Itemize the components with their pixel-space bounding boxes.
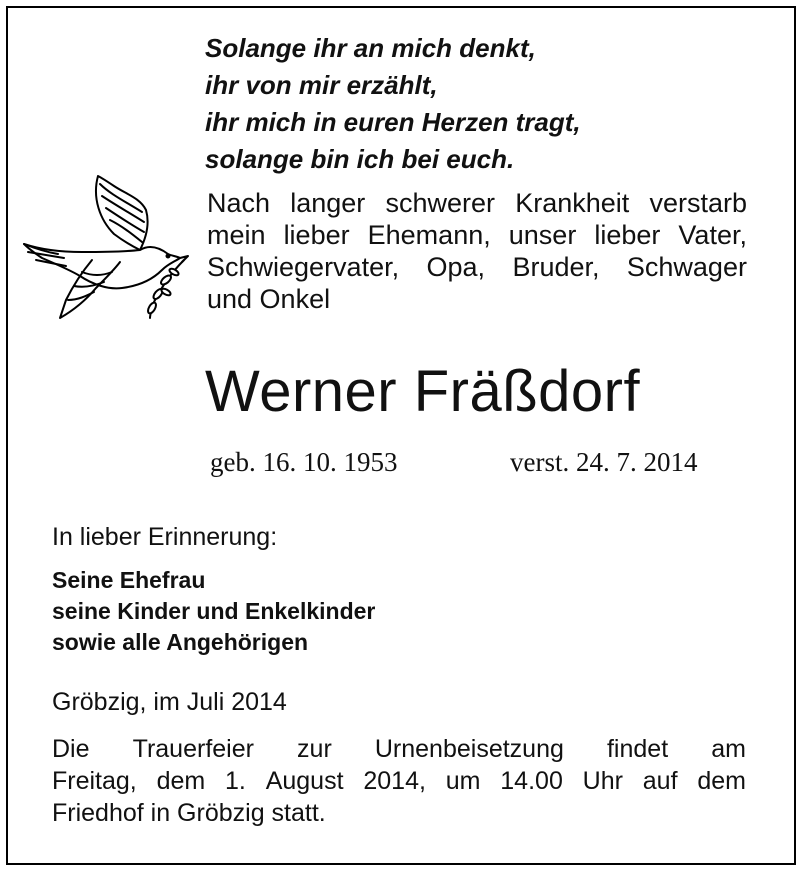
poem-line: ihr mich in euren Herzen tragt, [205,107,581,137]
place-and-date: Gröbzig, im Juli 2014 [52,688,287,716]
word: Opa, [426,252,486,282]
word: am [711,735,746,763]
word: August [265,767,344,795]
poem-line: ihr von mir erzählt, [205,70,438,100]
word: Ehemann, [367,220,491,250]
word: schwerer [385,188,495,218]
funeral-notice [52,733,746,829]
announcement-line [207,219,747,251]
word: mein [207,220,266,250]
word: lieber [283,220,350,250]
word: findet [606,735,669,763]
dove-icon [22,168,198,323]
poem-line: Solange ihr an mich denkt, [205,33,536,63]
memorial-poem [205,30,581,178]
birth-date: geb. 16. 10. 1953 [210,447,398,477]
funeral-line [52,765,746,797]
word: lieber [594,220,661,250]
death-date: verst. 24. 7. 2014 [510,447,698,477]
funeral-line [52,733,746,765]
deceased-name: Werner Fräßdorf [205,359,641,424]
announcement-line [207,187,747,219]
memory-label: In lieber Erinnerung: [52,523,278,551]
word: Schwager [626,252,747,282]
word: Krankheit [515,188,630,218]
poem-line: solange bin ich bei euch. [205,144,515,174]
mourner: seine Kinder und Enkelkinder [52,598,376,624]
word: dem [697,767,746,795]
word: Die [52,735,90,763]
funeral-line: Friedhof in Gröbzig statt. [52,799,326,827]
word: dem [156,767,206,795]
word: 14.00 [500,767,563,795]
word: Vater, [678,220,747,250]
death-announcement [207,187,747,315]
word: verstarb [649,188,747,218]
word: Urnenbeisetzung [374,735,564,763]
word: Nach [207,188,271,218]
mourner: sowie alle Angehörigen [52,629,309,655]
word: um [445,767,481,795]
word: Bruder, [512,252,600,282]
word: 2014, [363,767,426,795]
word: 1. [225,767,246,795]
announcement-line: und Onkel [207,284,331,314]
word: zur [297,735,332,763]
mourners-list [52,565,375,658]
mourner: Seine Ehefrau [52,567,206,593]
word: Schwiegervater, [207,252,400,282]
word: Trauerfeier [132,735,254,763]
word: unser [508,220,577,250]
word: auf [642,767,678,795]
announcement-line [207,251,747,283]
word: Freitag, [52,767,137,795]
word: langer [290,188,366,218]
word: Uhr [582,767,623,795]
